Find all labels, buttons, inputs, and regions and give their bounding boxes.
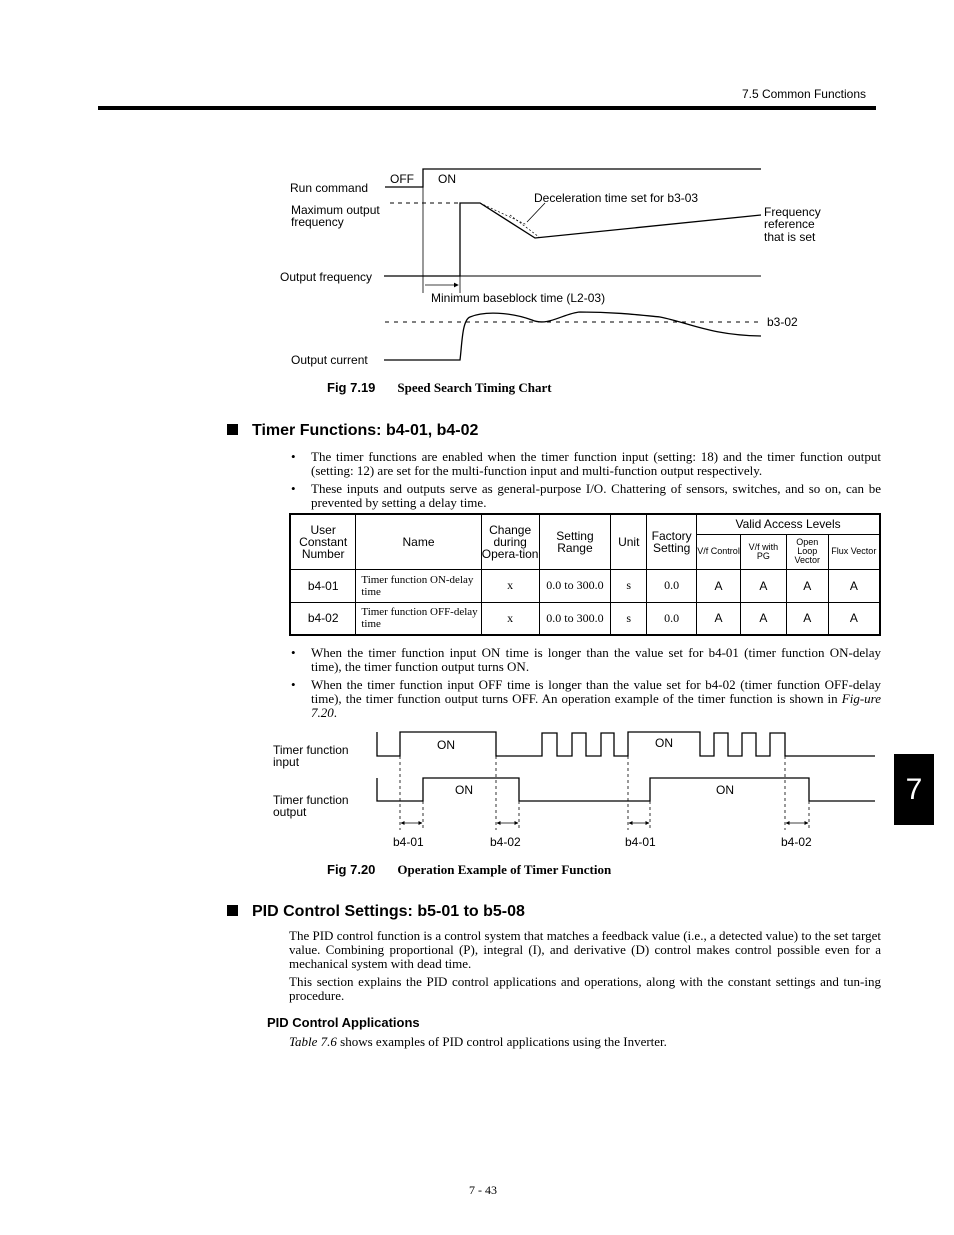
speed-search-timing-chart [270, 165, 821, 375]
input-on-label-2: ON [655, 736, 673, 750]
col-vf-pg: V/f with PG [741, 534, 787, 569]
timer-bullet-off [289, 678, 881, 720]
cell-number: b4-02 [290, 602, 356, 635]
cell-name: Timer function ON-delay time [356, 569, 481, 602]
timer-bullet-off-text: When the timer function input OFF time is longer than the value set for b4-02 (timer function OFF-delay time), the timer function output turns OFF. An operation example of the timer function is shown in [311, 677, 881, 706]
timer-parameters-table [289, 513, 881, 636]
max-output-label-1: Maximum output [291, 203, 380, 217]
timer-output-label-1: Timer function [273, 793, 349, 807]
chapter-tab: 7 [894, 754, 934, 825]
cell-unit: s [611, 602, 647, 635]
pid-section-heading [227, 903, 525, 921]
freq-ref-label-2: reference [764, 217, 815, 231]
min-baseblock-label: Minimum baseblock time (L2-03) [431, 291, 606, 305]
b4-01-label-1: b4-01 [393, 835, 424, 849]
fig-7-20-number: Fig 7.20 [327, 862, 376, 877]
cell-open-loop: A [786, 602, 828, 635]
cell-range: 0.0 to 300.0 [539, 602, 611, 635]
timer-bullet-2: • These inputs and outputs serve as general-purpose I/O. Chattering of sensors, switches, and so on, can be prevented by setting a delay time. [289, 482, 881, 510]
table-row [290, 602, 880, 635]
cell-change: x [481, 602, 539, 635]
output-frequency-curve [384, 203, 761, 276]
max-output-label-2: frequency [291, 215, 344, 229]
decel-guide-line-2 [510, 215, 539, 237]
pid-applications-text [289, 1035, 881, 1049]
timer-bullet-1: • The timer functions are enabled when the timer function input (setting: 18) and the timer function output (setting: 12) are set for the multi-function input and multi-function output respectively. [289, 450, 881, 478]
output-current-curve [384, 312, 761, 360]
timer-bullet-off-end: . [333, 705, 337, 720]
timer-section-heading [227, 422, 478, 440]
pid-applications-body: shows examples of PID control applications using the Inverter. [336, 1034, 667, 1049]
output-current-label: Output current [291, 353, 368, 367]
timer-heading-text: Timer Functions: b4-01, b4-02 [252, 422, 479, 439]
col-user-constant: User Constant Number [290, 514, 356, 569]
decel-note: Deceleration time set for b3-03 [534, 191, 699, 205]
timer-output-signal [377, 778, 875, 801]
running-header: 7.5 Common Functions [741, 87, 866, 101]
fig-7-20-title: Operation Example of Timer Function [397, 862, 612, 877]
cell-vf-pg: A [741, 569, 787, 602]
pid-applications-subheading: PID Control Applications [267, 1015, 420, 1030]
output-on-label-1: ON [455, 783, 473, 797]
off-label: OFF [390, 172, 414, 186]
col-change: Change during Opera-tion [481, 514, 539, 569]
cell-flux: A [828, 602, 880, 635]
cell-number: b4-01 [290, 569, 356, 602]
freq-ref-label-1: Frequency [764, 205, 821, 219]
col-flux: Flux Vector [828, 534, 880, 569]
page-number: 7 - 43 [469, 1183, 497, 1197]
pid-paragraph-1: The PID control function is a control system that matches a feedback value (i.e., a detected value) to the set target value. Combining proportional (P), integral (I), and derivative (D) control makes control possible even for a mechanical system with dead time. [289, 928, 881, 971]
cell-vf: A [697, 569, 741, 602]
header-rule [98, 106, 876, 110]
timer-output-label-2: output [273, 805, 307, 819]
output-frequency-label: Output frequency [280, 270, 373, 284]
fig-7-19-title: Speed Search Timing Chart [397, 380, 552, 395]
on-label: ON [438, 172, 456, 186]
col-open-loop: Open Loop Vector [786, 534, 828, 569]
col-setting-range: Setting Range [539, 514, 611, 569]
timer-input-label-2: input [273, 755, 300, 769]
fig-7-20-caption [327, 862, 611, 878]
cell-vf-pg: A [741, 602, 787, 635]
fig-7-19-caption [327, 380, 552, 396]
cell-range: 0.0 to 300.0 [539, 569, 611, 602]
timer-input-label-1: Timer function [273, 743, 349, 757]
decel-guide-line [480, 203, 527, 225]
decel-pointer [527, 203, 545, 222]
b4-02-label-1: b4-02 [490, 835, 521, 849]
pid-heading-text: PID Control Settings: b5-01 to b5-08 [252, 903, 525, 920]
col-factory: Factory Setting [647, 514, 697, 569]
b4-01-label-2: b4-01 [625, 835, 656, 849]
freq-ref-label-3: that is set [764, 230, 816, 244]
cell-vf: A [697, 602, 741, 635]
figure-reference: Fig-ure 7.20 [311, 691, 881, 720]
cell-open-loop: A [786, 569, 828, 602]
heading-square-icon [227, 424, 238, 435]
col-unit: Unit [611, 514, 647, 569]
output-on-label-2: ON [716, 783, 734, 797]
col-valid-access: Valid Access Levels [697, 514, 880, 534]
cell-factory: 0.0 [647, 602, 697, 635]
input-on-label-1: ON [437, 738, 455, 752]
col-vf: V/f Control [697, 534, 741, 569]
table-row [290, 569, 880, 602]
cell-change: x [481, 569, 539, 602]
run-command-label: Run command [290, 181, 369, 195]
col-name: Name [356, 514, 481, 569]
pid-paragraph-2: This section explains the PID control applications and operations, along with the constant settings and tun-ing procedure. [289, 974, 881, 1003]
table-reference: Table 7.6 [289, 1034, 337, 1049]
b4-02-label-2: b4-02 [781, 835, 812, 849]
cell-unit: s [611, 569, 647, 602]
timer-bullets-bottom [289, 646, 881, 724]
cell-name: Timer function OFF-delay time [356, 602, 481, 635]
heading-square-icon [227, 905, 238, 916]
cell-flux: A [828, 569, 880, 602]
timer-bullets-top [289, 450, 881, 514]
fig-7-19-number: Fig 7.19 [327, 380, 376, 395]
b3-02-label: b3-02 [767, 315, 798, 329]
timer-operation-chart [265, 725, 885, 855]
cell-factory: 0.0 [647, 569, 697, 602]
timer-bullet-on: • When the timer function input ON time is longer than the value set for b4-01 (timer function ON-delay time), the timer function output turns ON. [289, 646, 881, 674]
